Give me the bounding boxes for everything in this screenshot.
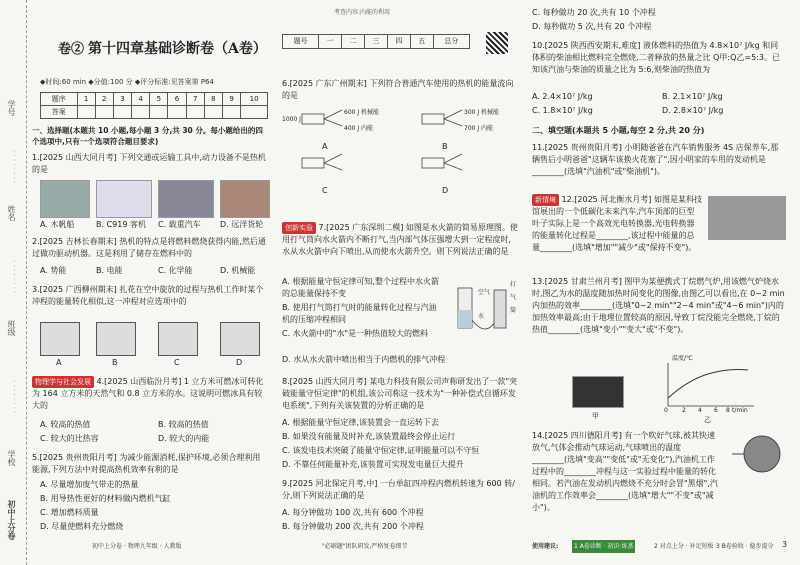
column-2 bbox=[282, 0, 522, 565]
question-6: 6.[2025 广东广州期末] 下列符合普通汽车使用的热机的能量流向的是 bbox=[282, 79, 514, 100]
label-school: 学校 bbox=[7, 450, 16, 466]
question-3: 3.[2025 广西柳州期末] 扎花在空中旋放的过程与热机工作时某个冲程的能量转化相似,这一冲程对应选项中的 bbox=[32, 285, 264, 306]
q6-a-output-1: 600 J 机械能 bbox=[344, 109, 380, 116]
page-number: 3 bbox=[782, 540, 788, 549]
question-8: 8.[2025 山西大同月考] 某电力科技有限公司声称研发出了一款"突破能量守恒定律"的机组,该公司称这一技术为"一种补偿式自循环发电系统",下列有关该装置的分析正确的是 bbox=[282, 377, 517, 410]
section-score-table bbox=[282, 34, 470, 49]
q2-option-c[interactable]: C. 化学能 bbox=[158, 266, 193, 275]
label-jia: 甲 bbox=[592, 412, 599, 420]
q9-option-d[interactable]: D. 每秒做功 5 次,共有 20 个冲程 bbox=[532, 22, 652, 31]
question-4: 物理学与社会发展 4.[2025 山西临汾月考] 1 立方米可燃冰可转化为 164 立方米的天然气和 0.8 立方米的水。这说明可燃冰具有较大的 bbox=[32, 377, 264, 410]
truck-image bbox=[158, 180, 214, 218]
q9-option-a[interactable]: A. 每分钟做功 100 次,共有 600 个冲程 bbox=[282, 508, 424, 517]
airplane-image bbox=[96, 180, 152, 218]
footer-step-1: 1 A卷诊断 · 初识·练基 bbox=[572, 540, 635, 553]
question-11: 11.[2025 贵州贵阳月考] 小明随爸爸在汽车销售服务 4S 店保养车,那辆售后小明爸爸"这辆车该换火花塞了",因小明家的车用的发动机是________(选填"汽油机"或"柴油机")。 bbox=[532, 143, 779, 176]
section-score-header: 总分 bbox=[433, 35, 469, 49]
topic-tag: 新情境 bbox=[532, 194, 559, 206]
q2-option-b[interactable]: B. 电能 bbox=[96, 266, 123, 275]
section-2-heading: 二、填空题(本题共 5 小题,每空 2 分,共 20 分) bbox=[532, 126, 705, 135]
q7-option-b[interactable]: B. 使用打气筒打气时的能量转化过程与汽油机的压缩冲程相同 bbox=[282, 303, 437, 324]
section-score-header: 五 bbox=[410, 35, 433, 49]
score-col-header: 题序 bbox=[41, 93, 78, 106]
topic-tag: 创新实验 bbox=[282, 222, 316, 234]
dotted-line: · · · · · · · · bbox=[10, 150, 18, 184]
q8-option-c[interactable]: C. 该发电技术突破了能量守恒定律,证明能量可以不守恒 bbox=[282, 446, 480, 455]
q1-option-a[interactable]: A. 木帆船 bbox=[40, 220, 75, 229]
label-name: 姓名 bbox=[7, 205, 16, 221]
q1-option-d[interactable]: D. 远洋货轮 bbox=[220, 220, 264, 229]
label-class: 班级 bbox=[7, 320, 16, 336]
q6-option-c[interactable]: C bbox=[322, 186, 328, 195]
sailboat-image bbox=[40, 180, 90, 218]
q7-option-a[interactable]: A. 根据能量守恒定律可知,整个过程中水火箭的总能量保持不变 bbox=[282, 277, 439, 298]
label-water: 水 bbox=[478, 313, 485, 320]
section-score-header: 二 bbox=[342, 35, 365, 49]
score-col-header: 4 bbox=[132, 93, 150, 106]
q6-b-output-1: 300 J 机械能 bbox=[464, 109, 500, 116]
q8-option-b[interactable]: B. 如果没有能量及时补充,该装置最终会停止运行 bbox=[282, 432, 456, 441]
concept-car-image bbox=[708, 196, 786, 240]
question-13: 13.[2025 甘肃兰州月考] 图甲为某便携式丁烷燃气炉,用该燃气炉烧水时,图乙为水的温度随加热时间变化的图像,由图乙可以看出,在 0~2 min 内加热的效率________(选填"0~2 min""2~4 min"或"4~6 min")内的加热效率最高;由于地理位置较高的原因,导致丁烷没能完全燃烧,丁烷的热值________(选填"变小""变大"或"不变")。 bbox=[532, 277, 785, 334]
q3-option-c[interactable]: C bbox=[174, 358, 180, 367]
q2-option-d[interactable]: D. 机械能 bbox=[220, 266, 256, 275]
label-pump: 打气筒 bbox=[510, 281, 517, 314]
exam-range: 考查内容:内能的利用 bbox=[334, 9, 391, 16]
q1-option-b[interactable]: B. C919 客机 bbox=[96, 220, 146, 229]
qr-code[interactable] bbox=[486, 32, 508, 54]
score-col-header: 2 bbox=[95, 93, 113, 106]
score-col-header: 5 bbox=[150, 93, 168, 106]
q5-option-d[interactable]: D. 尽量使燃料充分燃烧 bbox=[40, 522, 124, 531]
score-col-header: 1 bbox=[77, 93, 95, 106]
q1-option-c[interactable]: C. 载重汽车 bbox=[158, 220, 201, 229]
balloon-image bbox=[730, 432, 786, 476]
q4-option-b[interactable]: B. 较高的热值 bbox=[158, 420, 209, 429]
q10-option-c[interactable]: C. 1.8×10⁷ J/kg bbox=[532, 106, 593, 115]
question-14: 14.[2025 四川德阳月考] 有一个吹好气球,被其快速放气,气体会推动气球运动,气球喷出的温度________(选填"变高""变低"或"无变化"),汽油机工作过程中的________冲程与这一实验过程中能量的转化相同。若汽油在发动机内燃烧不充分时会冒"黑烟",汽油机的工作效率会________(选填"增大""不变"或"减小")。 bbox=[532, 431, 718, 512]
q6-option-b[interactable]: B bbox=[442, 142, 448, 151]
score-col-header: 7 bbox=[186, 93, 204, 106]
q3-option-a[interactable]: A bbox=[56, 358, 62, 367]
dotted-line: · · · · · · · · bbox=[10, 260, 18, 294]
label-series: 初中上分卷 bbox=[7, 500, 16, 540]
answer-row-label: 答案 bbox=[41, 106, 78, 119]
footer-step-2: 2 对点上分 · 补足短板 bbox=[654, 543, 714, 550]
section-score-header: 三 bbox=[365, 35, 388, 49]
section-score-header: 四 bbox=[387, 35, 410, 49]
q5-option-a[interactable]: A. 尽量增加废气带走的热量 bbox=[40, 480, 139, 489]
label-air: 空气 bbox=[478, 289, 491, 296]
question-9: 9.[2025 河北保定月考,中] 一台单缸四冲程内燃机转速为 600 转/分,则下列说法正确的是 bbox=[282, 479, 515, 500]
label-yi: 乙 bbox=[704, 416, 711, 424]
ship-image bbox=[220, 180, 270, 218]
graph-tick: 0 bbox=[664, 407, 668, 414]
q6-b-output-2: 700 J 内能 bbox=[464, 125, 494, 132]
q7-option-d[interactable]: D. 水从水火箭中喷出相当于内燃机的排气冲程 bbox=[282, 355, 446, 364]
dotted-line: · · · · · · · · bbox=[10, 380, 18, 414]
engine-diagram-b bbox=[96, 322, 136, 356]
q8-option-a[interactable]: A. 根据能量守恒定律,该装置会一直运转下去 bbox=[282, 418, 439, 427]
column-1 bbox=[32, 0, 272, 565]
q5-option-c[interactable]: C. 增加燃料质量 bbox=[40, 508, 99, 517]
score-col-header: 9 bbox=[223, 93, 241, 106]
q2-option-a[interactable]: A. 势能 bbox=[40, 266, 67, 275]
q6-option-d[interactable]: D bbox=[442, 186, 449, 195]
q5-option-b[interactable]: B. 用导热性更好的材料做内燃机气缸 bbox=[40, 494, 171, 503]
q9-option-c[interactable]: C. 每秒做功 20 次,共有 10 个冲程 bbox=[532, 8, 656, 17]
q3-option-d[interactable]: D bbox=[236, 358, 243, 367]
question-5: 5.[2025 贵州贵阳月考] 为减少能源消耗,保护环境,必须合理利用能源,下列方法中对提高热机效率有利的是 bbox=[32, 453, 261, 474]
engine-diagram-d bbox=[220, 322, 260, 356]
gas-stove-image bbox=[572, 376, 624, 408]
q3-option-b[interactable]: B bbox=[112, 358, 118, 367]
graph-tick: 6 bbox=[714, 407, 718, 414]
section-1-heading: 一、选择题(本题共 10 小题,每小题 3 分,共 30 分。每小题给出的四个选项中,只有一个选项符合题目要求) bbox=[32, 126, 263, 146]
engine-diagram-a bbox=[40, 322, 80, 356]
q10-option-d[interactable]: D. 2.8×10⁷ J/kg bbox=[662, 106, 724, 115]
q10-option-a[interactable]: A. 2.4×10⁷ J/kg bbox=[532, 92, 593, 101]
q6-a-output-2: 400 J 内能 bbox=[344, 125, 374, 132]
column-3 bbox=[532, 0, 790, 565]
label-student-id: 学号 bbox=[7, 100, 16, 116]
q4-option-a[interactable]: A. 较高的热值 bbox=[40, 420, 91, 429]
score-col-header: 10 bbox=[241, 93, 268, 106]
footer-center: "必刷题"团队研发,严格复卷细节 bbox=[322, 543, 408, 550]
graph-ylabel: 温度/℃ bbox=[672, 355, 693, 362]
exam-meta: ◆时间:60 min ◆分值:100 分 ◆评分标准:见答案第 P64 bbox=[40, 78, 214, 86]
score-col-header: 6 bbox=[168, 93, 186, 106]
score-col-header: 8 bbox=[204, 93, 222, 106]
graph-xlabel: t/min bbox=[732, 407, 748, 414]
score-col-header: 3 bbox=[113, 93, 131, 106]
graph-tick: 8 bbox=[726, 407, 730, 414]
section-score-header: 题号 bbox=[283, 35, 319, 49]
question-1: 1.[2025 山西大同月考] 下列交通或运输工具中,动力设备不是热机的是 bbox=[32, 153, 266, 174]
q6-input-energy: 1000 J bbox=[282, 116, 301, 123]
q10-option-b[interactable]: B. 2.1×10⁷ J/kg bbox=[662, 92, 723, 101]
footer-step-3: 3 B卷验收 · 稳步提分 bbox=[716, 543, 774, 550]
footer-left: 初中上分卷 · 物理九年级 · 人教版 bbox=[92, 543, 182, 550]
topic-tag: 物理学与社会发展 bbox=[32, 376, 94, 388]
graph-tick: 2 bbox=[682, 407, 686, 414]
q6-option-a[interactable]: A bbox=[322, 142, 328, 151]
question-7: 创新实验 7.[2025 广东深圳二模] 如图是水火箭的简易原理图。使用打气筒向水火箭内不断打气,当内部气体压强增大到一定程度时,水从水火箭中向下喷出,从而使水火箭升空。则下列说法正确的是 bbox=[282, 223, 518, 256]
graph-tick: 4 bbox=[698, 407, 702, 414]
question-2: 2.[2025 吉林长春期末] 热机的特点是将燃料燃烧获得内能,然后通过做功驱动机器。这是利用了储存在燃料中的 bbox=[32, 237, 266, 258]
section-score-header: 一 bbox=[319, 35, 342, 49]
q8-option-d[interactable]: D. 不靠任何能量补充,该装置可实现发电量巨大提升 bbox=[282, 460, 464, 469]
q9-option-b[interactable]: B. 每分钟做功 200 次,共有 200 个冲程 bbox=[282, 522, 424, 531]
q4-option-c[interactable]: C. 较大的比热容 bbox=[40, 434, 99, 443]
footer-usage-label: 使用建议: bbox=[532, 543, 559, 550]
q7-option-c[interactable]: C. 水火箭中的"水"是一种热值较大的燃料 bbox=[282, 329, 429, 338]
engine-diagram-c bbox=[158, 322, 198, 356]
question-10: 10.[2025 陕西西安期末,难度] 液体燃料的热值为 4.8×10⁷ J/kg 和同体积的柴油相比燃料完全燃烧,二者释放的热量之比 Q甲:Q乙=5:3。已知该汽油与柴油的质量之比为 5:6,则柴油的热值为 bbox=[532, 41, 780, 74]
question-12: 新情境 12.[2025 河北衡水月考] 如图是某科技馆展出的一个低碳化未来汽车,汽车顶部的巨型叶子实际上是一个高效光电转换器,光电转换器的能量转化过程是________,该过程中能量的总量________(选填"增加""减少"或"保持不变")。 bbox=[532, 195, 702, 252]
q4-option-d[interactable]: D. 较大的内能 bbox=[158, 434, 210, 443]
page-title: 卷② 第十四章基础诊断卷（A卷） bbox=[58, 41, 267, 57]
binding-margin bbox=[0, 0, 27, 565]
